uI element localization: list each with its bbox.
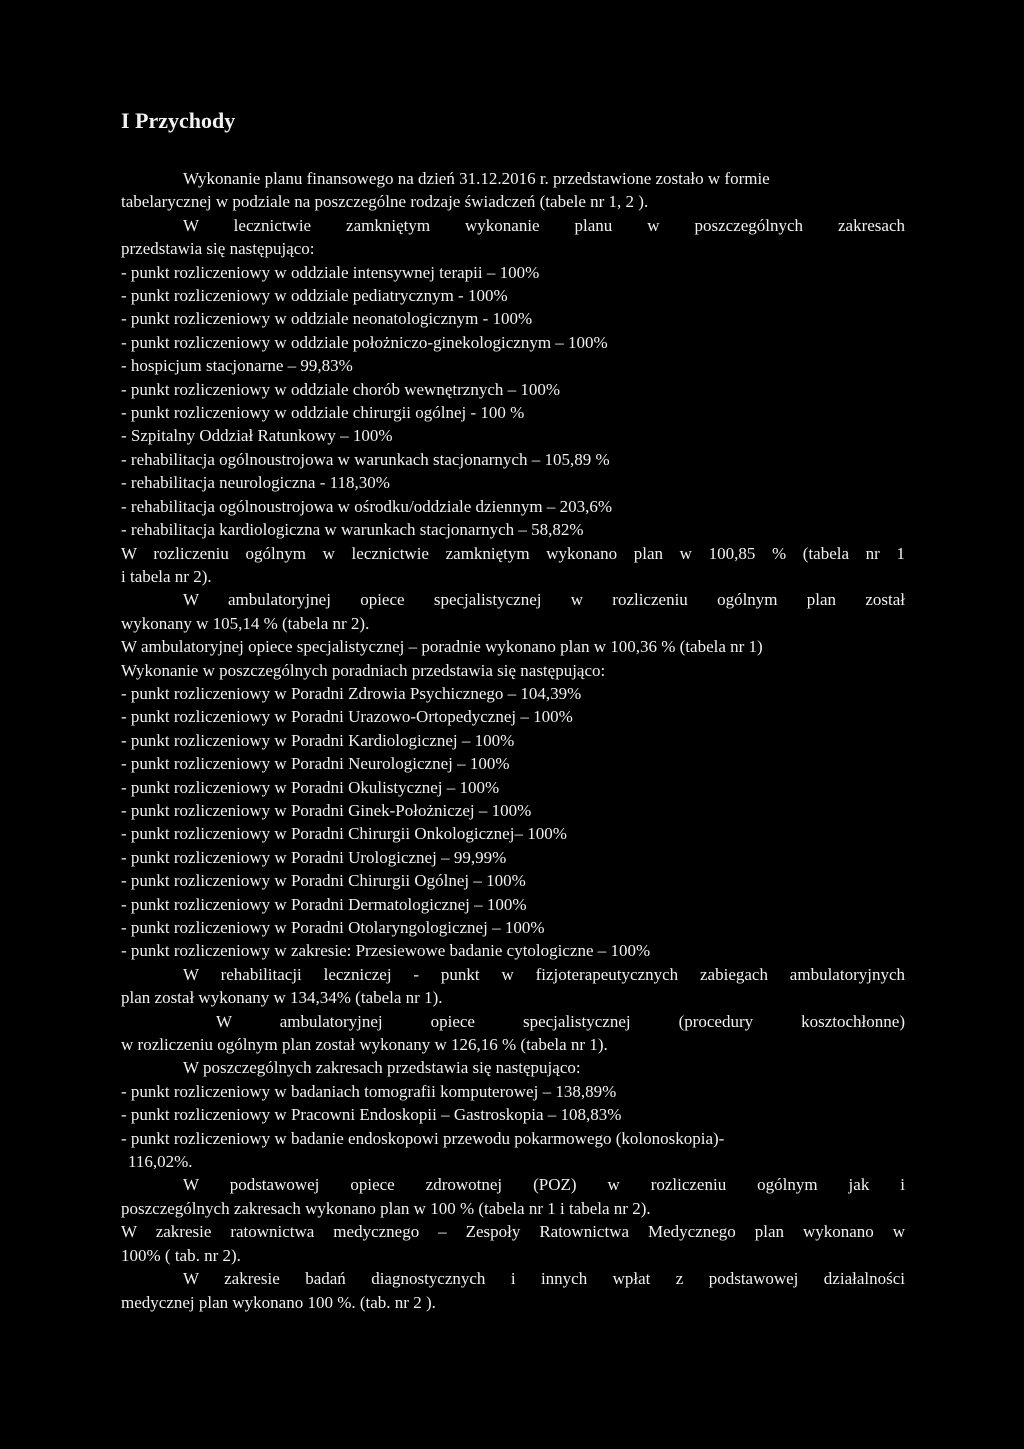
paragraph-line: i tabela nr 2). bbox=[121, 566, 212, 586]
list-item: - punkt rozliczeniowy w oddziale intensywnej terapii – 100% bbox=[121, 262, 540, 282]
list-item: - punkt rozliczeniowy w Poradni Chirurgii Ogólnej – 100% bbox=[121, 871, 526, 891]
list-item: - punkt rozliczeniowy w oddziale pediatrycznym - 100% bbox=[121, 286, 508, 306]
list-item: - punkt rozliczeniowy w Poradni Neurologicznej – 100% bbox=[121, 754, 510, 774]
list-item: - punkt rozliczeniowy w badaniach tomografii komputerowej – 138,89% bbox=[121, 1081, 617, 1101]
document-page bbox=[121, 107, 905, 1314]
list-item: - rehabilitacja ogólnoustrojowa w ośrodku/oddziale dziennym – 203,6% bbox=[121, 496, 612, 516]
list-item: - punkt rozliczeniowy w oddziale położniczo-ginekologicznym – 100% bbox=[121, 332, 608, 352]
paragraph-line: wykonany w 105,14 % (tabela nr 2). bbox=[121, 613, 370, 633]
list-item: - punkt rozliczeniowy w oddziale chorób wewnętrznych – 100% bbox=[121, 379, 561, 399]
paragraph-line: W zakresie badań diagnostycznych i innych wpłat z podstawowej działalności bbox=[183, 1269, 905, 1289]
paragraph-line: poszczególnych zakresach wykonano plan w 100 % (tabela nr 1 i tabela nr 2). bbox=[121, 1198, 651, 1218]
list-item: - rehabilitacja kardiologiczna w warunkach stacjonarnych – 58,82% bbox=[121, 520, 584, 540]
list-item: - punkt rozliczeniowy w Poradni Zdrowia Psychicznego – 104,39% bbox=[121, 683, 582, 703]
paragraph-line: w rozliczeniu ogólnym plan został wykonany w 126,16 % (tabela nr 1). bbox=[121, 1035, 608, 1055]
paragraph-line: tabelarycznej w podziale na poszczególne rodzaje świadczeń (tabele nr 1, 2 ). bbox=[121, 192, 649, 212]
list-item: - punkt rozliczeniowy w Poradni Urazowo-Ortopedycznej – 100% bbox=[121, 707, 573, 727]
paragraph-line: W rozliczeniu ogólnym w lecznictwie zamkniętym wykonano plan w 100,85 % (tabela nr 1 bbox=[121, 543, 905, 563]
list-item: - hospicjum stacjonarne – 99,83% bbox=[121, 356, 353, 376]
section-heading: I Przychody bbox=[121, 108, 236, 133]
list-item: - Szpitalny Oddział Ratunkowy – 100% bbox=[121, 426, 393, 446]
list-item: - punkt rozliczeniowy w Poradni Ginek-Położniczej – 100% bbox=[121, 800, 532, 820]
paragraph-line: W ambulatoryjnej opiece specjalistycznej w rozliczeniu ogólnym plan został bbox=[183, 590, 905, 610]
paragraph-line: Wykonanie planu finansowego na dzień 31.12.2016 r. przedstawione zostało w formie bbox=[183, 169, 770, 188]
paragraph-line: W ambulatoryjnej opiece specjalistycznej – poradnie wykonano plan w 100,36 % (tabela nr 1) bbox=[121, 637, 763, 657]
list-item: - punkt rozliczeniowy w Poradni Chirurgii Onkologicznej– 100% bbox=[121, 824, 567, 844]
list-item-continuation: 116,02%. bbox=[128, 1152, 193, 1172]
list-item: - punkt rozliczeniowy w Poradni Otolaryngologicznej – 100% bbox=[121, 918, 545, 937]
paragraph-line: Wykonanie w poszczególnych poradniach przedstawia się następująco: bbox=[121, 660, 606, 680]
list-item: - punkt rozliczeniowy w badanie endoskopowi przewodu pokarmowego (kolonoskopia)- bbox=[121, 1128, 725, 1148]
list-item: - punkt rozliczeniowy w Poradni Urologicznej – 99,99% bbox=[121, 847, 507, 867]
list-item: - punkt rozliczeniowy w Pracowni Endoskopii – Gastroskopia – 108,83% bbox=[121, 1105, 622, 1125]
paragraph-line: 100% ( tab. nr 2). bbox=[121, 1245, 241, 1265]
list-item: - punkt rozliczeniowy w Poradni Okulistycznej – 100% bbox=[121, 777, 500, 797]
paragraph-line: plan został wykonany w 134,34% (tabela nr 1). bbox=[121, 988, 443, 1008]
list-item: - punkt rozliczeniowy w oddziale neonatologicznym - 100% bbox=[121, 309, 533, 329]
paragraph-line: W ambulatoryjnej opiece specjalistycznej (procedury kosztochłonne) bbox=[216, 1011, 905, 1031]
paragraph-line: W rehabilitacji leczniczej - punkt w fizjoterapeutycznych zabiegach ambulatoryjnych bbox=[183, 964, 905, 984]
list-item: - punkt rozliczeniowy w oddziale chirurgii ogólnej - 100 % bbox=[121, 403, 525, 423]
paragraph-line: W lecznictwie zamkniętym wykonanie planu w poszczególnych zakresach bbox=[183, 215, 905, 235]
list-item: - rehabilitacja neurologiczna - 118,30% bbox=[121, 473, 390, 493]
list-item: - punkt rozliczeniowy w Poradni Kardiologicznej – 100% bbox=[121, 730, 515, 750]
paragraph-line: przedstawia się następująco: bbox=[121, 239, 315, 259]
paragraph-line: W zakresie ratownictwa medycznego – Zespoły Ratownictwa Medycznego plan wykonano w bbox=[121, 1222, 905, 1242]
list-item: - rehabilitacja ogólnoustrojowa w warunkach stacjonarnych – 105,89 % bbox=[121, 449, 610, 469]
paragraph-line: W podstawowej opiece zdrowotnej (POZ) w rozliczeniu ogólnym jak i bbox=[183, 1175, 905, 1195]
list-item: - punkt rozliczeniowy w Poradni Dermatologicznej – 100% bbox=[121, 894, 527, 914]
paragraph-line: W poszczególnych zakresach przedstawia się następująco: bbox=[183, 1058, 581, 1078]
list-item: - punkt rozliczeniowy w zakresie: Przesiewowe badanie cytologiczne – 100% bbox=[121, 941, 651, 961]
paragraph-line: medycznej plan wykonano 100 %. (tab. nr 2 ). bbox=[121, 1292, 436, 1312]
